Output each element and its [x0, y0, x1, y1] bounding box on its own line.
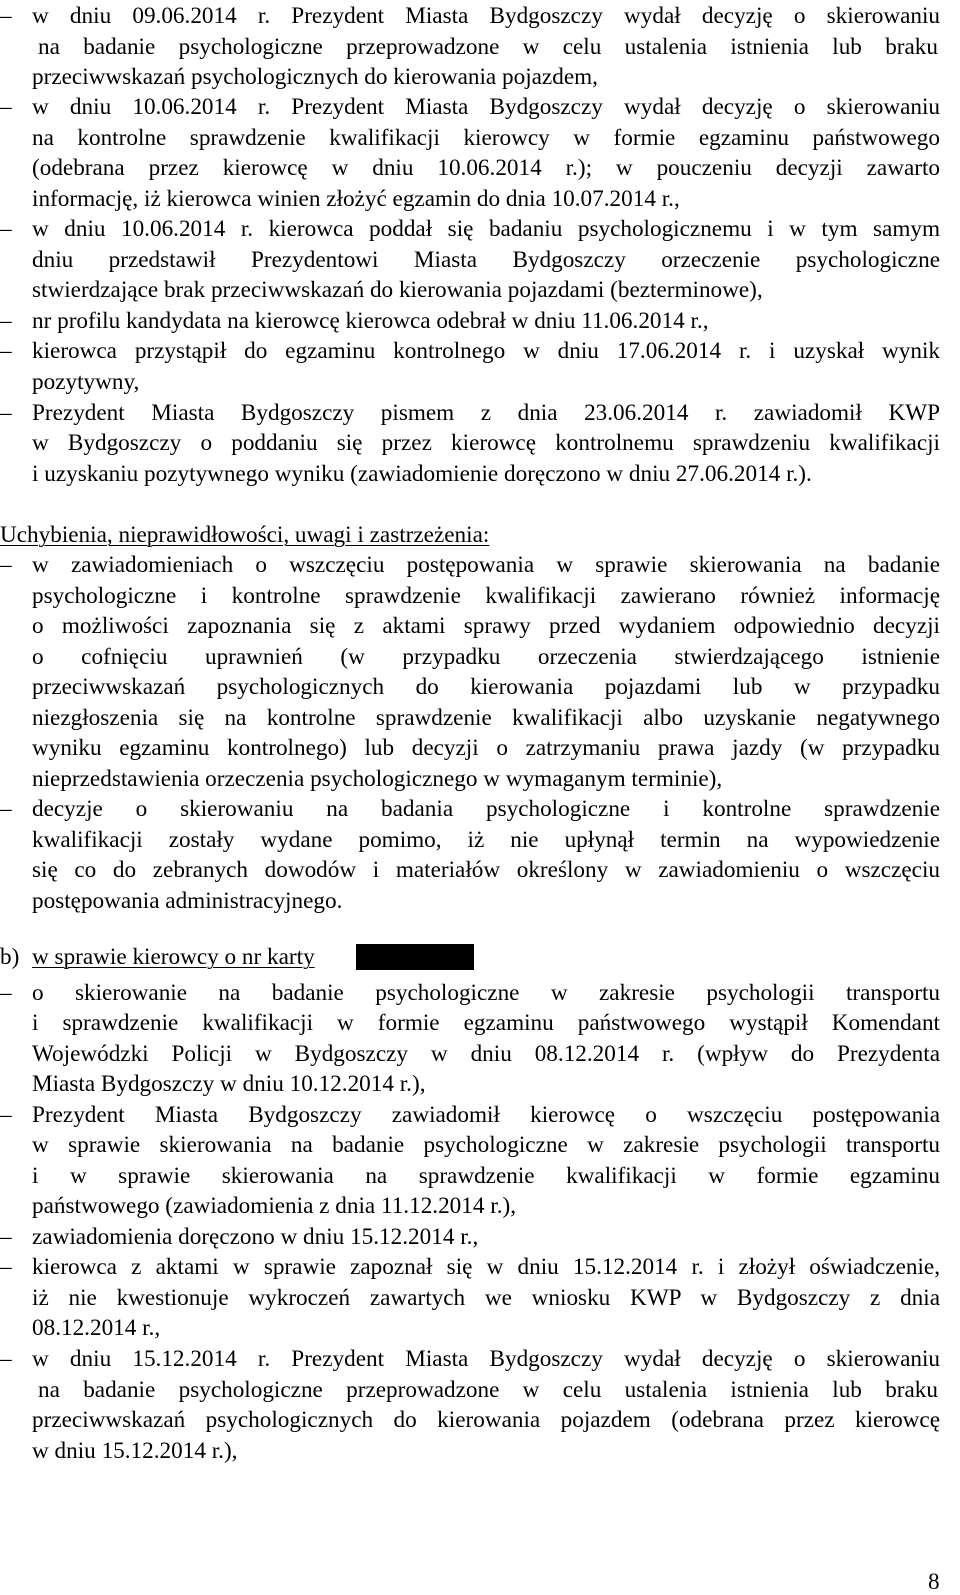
list-dash: –	[0, 94, 12, 120]
list-dash: –	[0, 308, 12, 334]
list-dash: –	[0, 400, 12, 426]
section-b-heading: w sprawie kierowcy o nr karty	[32, 944, 315, 970]
list-item-line: przeciwwskazań psychologicznych do kierowania pojazdami lub w przypadku	[32, 674, 940, 700]
list-item-line: o możliwości zapoznania się z aktami sprawy przed wydaniem odpowiednio decyzji	[32, 613, 940, 639]
list-item-line: w dniu 09.06.2014 r. Prezydent Miasta Bydgoszczy wydał decyzję o skierowaniu	[32, 3, 940, 29]
list-item-line: psychologiczne i kontrolne sprawdzenie kwalifikacji zawierano również informację	[32, 583, 940, 609]
list-item-line: i w sprawie skierowania na sprawdzenie kwalifikacji w formie egzaminu	[32, 1163, 940, 1189]
list-item-line: o skierowanie na badanie psychologiczne w zakresie psychologii transportu	[32, 980, 940, 1006]
list-dash: –	[0, 552, 12, 578]
list-item-line: w dniu 15.12.2014 r. Prezydent Miasta Bydgoszczy wydał decyzję o skierowaniu	[32, 1346, 940, 1372]
list-item-line: kwalifikacji zostały wydane pomimo, iż nie upłynął termin na wypowiedzenie	[32, 827, 940, 853]
list-item-line: państwowego (zawiadomienia z dnia 11.12.2014 r.),	[32, 1193, 517, 1219]
list-item-line: iż nie kwestionuje wykroczeń zawartych we wniosku KWP w Bydgoszczy z dnia	[32, 1285, 940, 1311]
list-item-line: w Bydgoszczy o poddaniu się przez kierowcę kontrolnemu sprawdzeniu kwalifikacji	[32, 430, 940, 456]
list-item-line: i uzyskaniu pozytywnego wyniku (zawiadomienie doręczono w dniu 27.06.2014 r.).	[32, 461, 812, 487]
list-item-line: nr profilu kandydata na kierowcę kierowca odebrał w dniu 11.06.2014 r.,	[32, 308, 709, 334]
list-item-line: Miasta Bydgoszczy w dniu 10.12.2014 r.),	[32, 1071, 426, 1097]
list-item-line: w sprawie skierowania na badanie psychologiczne w zakresie psychologii transportu	[32, 1132, 940, 1158]
list-dash: –	[0, 1254, 12, 1280]
list-item-line: kierowca przystąpił do egzaminu kontrolnego w dniu 17.06.2014 r. i uzyskał wynik	[32, 338, 940, 364]
remarks-heading: Uchybienia, nieprawidłowości, uwagi i zastrzeżenia:	[0, 522, 490, 548]
list-item-line: decyzje o skierowaniu na badania psychologiczne i kontrolne sprawdzenie	[32, 796, 940, 822]
list-item-line: kierowca z aktami w sprawie zapoznał się w dniu 15.12.2014 r. i złożył oświadczenie,	[32, 1254, 940, 1280]
list-item-line: w zawiadomieniach o wszczęciu postępowania w sprawie skierowania na badanie	[32, 552, 940, 578]
list-item-line: Wojewódzki Policji w Bydgoszczy w dniu 08.12.2014 r. (wpływ do Prezydenta	[32, 1041, 940, 1067]
list-item-line: niezgłoszenia się na kontrolne sprawdzenie kwalifikacji albo uzyskanie negatywnego	[32, 705, 940, 731]
list-item-line: i sprawdzenie kwalifikacji w formie egzaminu państwowego wystąpił Komendant	[32, 1010, 940, 1036]
list-item-line: w dniu 10.06.2014 r. kierowca poddał się badaniu psychologicznemu i w tym samym	[32, 216, 940, 242]
list-item-line: Prezydent Miasta Bydgoszczy pismem z dnia 23.06.2014 r. zawiadomił KWP	[32, 400, 940, 426]
page-number: 8	[928, 1569, 940, 1595]
list-dash: –	[0, 1102, 12, 1128]
list-item-line: pozytywny,	[32, 369, 140, 395]
list-item-line: na badanie psychologiczne przeprowadzone w celu ustalenia istnienia lub braku	[38, 1377, 938, 1403]
list-dash: –	[0, 3, 12, 29]
list-dash: –	[0, 796, 12, 822]
list-dash: –	[0, 338, 12, 364]
list-item-line: się co do zebranych dowodów i materiałów określony w zawiadomieniu o wszczęciu	[32, 857, 940, 883]
list-dash: –	[0, 1346, 12, 1372]
list-item-line: przeciwwskazań psychologicznych do kierowania pojazdem (odebrana przez kierowcę	[32, 1407, 940, 1433]
list-item-line: Prezydent Miasta Bydgoszczy zawiadomił kierowcę o wszczęciu postępowania	[32, 1102, 940, 1128]
list-item-line: wyniku egzaminu kontrolnego) lub decyzji o zatrzymaniu prawa jazdy (w przypadku	[32, 735, 940, 761]
list-item-line: nieprzedstawienia orzeczenia psychologicznego w wymaganym terminie),	[32, 766, 723, 792]
list-item-line: przeciwwskazań psychologicznych do kierowania pojazdem,	[32, 64, 598, 90]
list-item-line: postępowania administracyjnego.	[32, 888, 343, 914]
list-item-line: stwierdzające brak przeciwwskazań do kierowania pojazdami (bezterminowe),	[32, 277, 763, 303]
list-item-line: (odebrana przez kierowcę w dniu 10.06.2014 r.); w pouczeniu decyzji zawarto	[32, 155, 940, 181]
redaction-box	[356, 944, 474, 970]
list-item-line: 08.12.2014 r.,	[32, 1315, 161, 1341]
list-item-line: na kontrolne sprawdzenie kwalifikacji kierowcy w formie egzaminu państwowego	[32, 125, 940, 151]
section-b-marker: b)	[0, 944, 20, 970]
list-item-line: o cofnięciu uprawnień (w przypadku orzeczenia stwierdzającego istnienie	[32, 644, 940, 670]
list-item-line: w dniu 10.06.2014 r. Prezydent Miasta Bydgoszczy wydał decyzję o skierowaniu	[32, 94, 940, 120]
list-item-line: informację, iż kierowca winien złożyć egzamin do dnia 10.07.2014 r.,	[32, 186, 680, 212]
list-item-line: w dniu 15.12.2014 r.),	[32, 1438, 238, 1464]
list-dash: –	[0, 980, 12, 1006]
list-dash: –	[0, 216, 12, 242]
list-dash: –	[0, 1224, 12, 1250]
list-item-line: zawiadomienia doręczono w dniu 15.12.2014 r.,	[32, 1224, 479, 1250]
list-item-line: na badanie psychologiczne przeprowadzone w celu ustalenia istnienia lub braku	[38, 34, 938, 60]
list-item-line: dniu przedstawił Prezydentowi Miasta Bydgoszczy orzeczenie psychologiczne	[32, 247, 940, 273]
